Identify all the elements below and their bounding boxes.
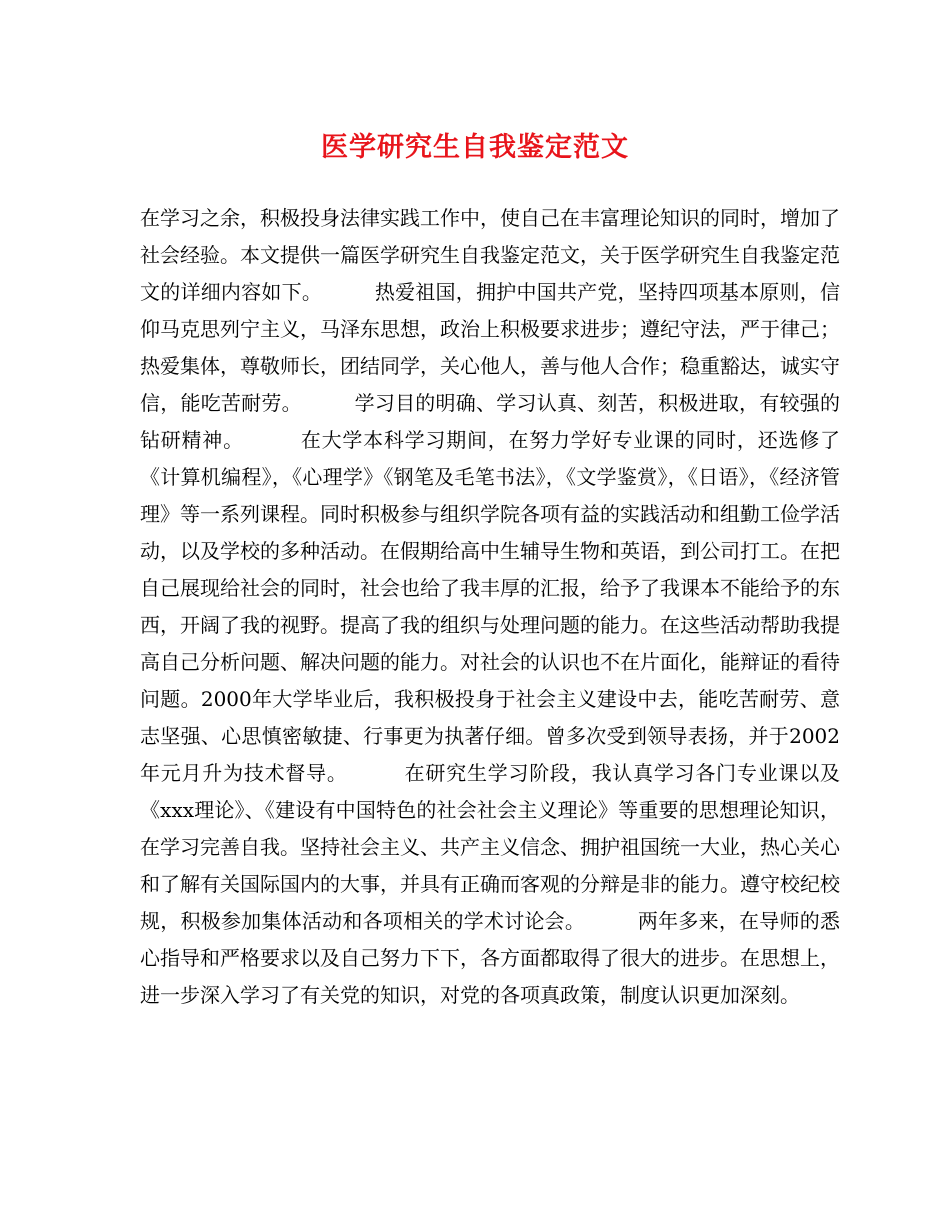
document-title: 医学研究生自我鉴定范文 — [321, 132, 629, 163]
document-body: 在学习之余，积极投身法律实践工作中，使自己在丰富理论知识的同时，增加了社会经验。本文提供一篇医学研究生自我鉴定范文，关于医学研究生自我鉴定范文的详细内容如下。 热爱祖国，拥护中国共产党，坚持四项基本原则，信仰马克思列宁主义，马泽东思想，政治上积极要求进步；遵纪守法，严于律己；热爱集体，尊敬师长，团结同学，关心他人，善与他人合作；稳重豁达，诚实守信，能吃苦耐劳。 学习目的明确、学习认真、刻苦，积极进取，有较强的钻研精神。 在大学本科学习期间，在努力学好专业课的同时，还选修了《计算机编程》，《心理学》《钢笔及毛笔书法》，《文学鉴赏》，《日语》，《经济管理》等一系列课程。同时积极参与组织学院各项有益的实践活动和组勤工俭学活动，以及学校的多种活动。在假期给高中生辅导生物和英语，到公司打工。在把自己展现给社会的同时，社会也给了我丰厚的汇报，给予了我课本不能给予的东西，开阔了我的视野。提高了我的组织与处理问题的能力。在这些活动帮助我提高自己分析问题、解决问题的能力。对社会的认识也不在片面化，能辩证的看待问题。2000年大学毕业后，我积极投身于社会主义建设中去，能吃苦耐劳、意志坚强、心思慎密敏捷、行事更为执著仔细。曾多次受到领导表扬，并于2002年元月升为技术督导。 在研究生学习阶段，我认真学习各门专业课以及《xxx理论》、《建设有中国特色的社会社会主义理论》等重要的思想理论知识，在学习完善自我。坚持社会主义、共产主义信念、拥护祖国统一大业，热心关心和了解有关国际国内的大事，并具有正确而客观的分辩是非的能力。遵守校纪校规，积极参加集体活动和各项相关的学术讨论会。 两年多来，在导师的悉心指导和严格要求以及自己努力下下，各方面都取得了很大的进步。在思想上，进一步深入学习了有关党的知识，对党的各项真政策，制度认识更加深刻。 — [140, 206, 840, 1007]
